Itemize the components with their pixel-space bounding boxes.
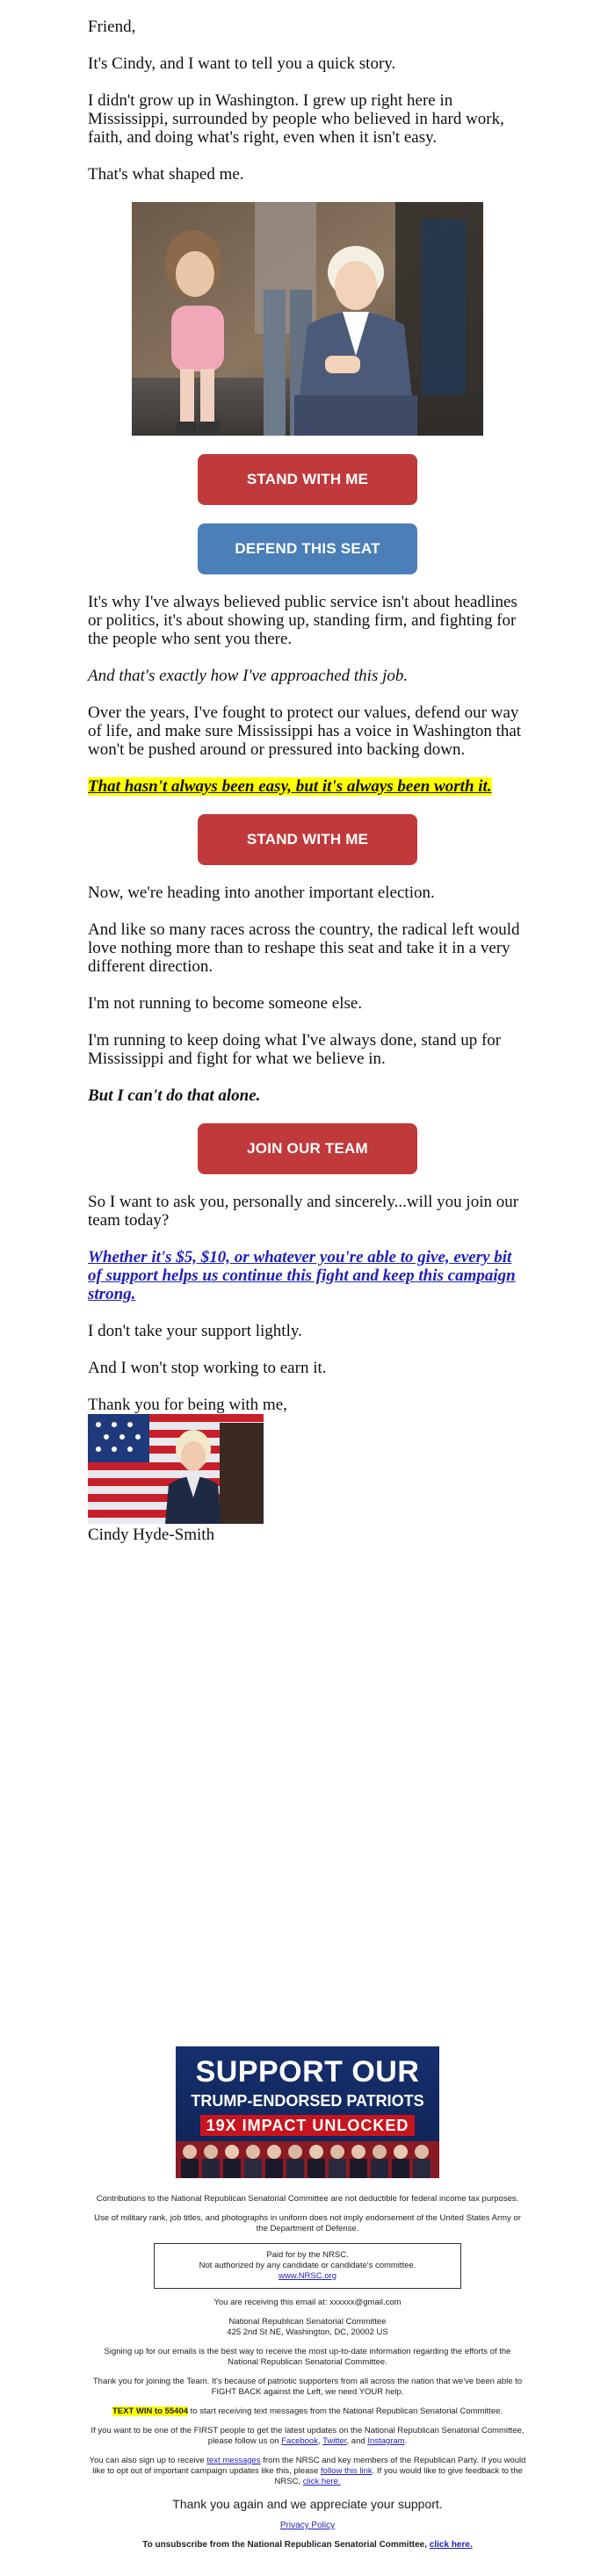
text-win-line: TEXT WIN to 55404 to start receiving text messages from the National Republican Senatorial Committee.	[112, 2406, 503, 2416]
facebook-link[interactable]: Facebook	[281, 2436, 318, 2446]
paragraph: And I won't stop working to earn it.	[88, 1359, 327, 1377]
paragraph: I didn't grow up in Washington. I grew up right here in Mississippi, surrounded by people who believed in hard work, faith, and doing what's right, even when it isn't easy.	[88, 91, 504, 147]
instagram-link[interactable]: Instagram	[367, 2436, 405, 2446]
contrib-disclaimer: Contributions to the National Republican Senatorial Committee are not deductible for federal income tax purposes.	[96, 2194, 519, 2204]
paid-for-box	[154, 2243, 461, 2289]
paragraph: And that's exactly how I've approached this job.	[88, 667, 409, 685]
paragraph: It's Cindy, and I want to tell you a quick story.	[88, 54, 396, 73]
follow-us-line: If you want to be one of the FIRST people to get the latest updates on the National Republican Senatorial Committee, please follow us on Facebook, Twitter, and Instagram.	[90, 2426, 525, 2446]
paragraph: But I can't do that alone.	[88, 1086, 261, 1105]
nrsc-site-link[interactable]: www.NRSC.org	[279, 2271, 336, 2281]
greeting: Friend,	[88, 18, 136, 36]
thanks-team-text: Thank you for joining the Team. It's because of patriotic supporters from all across the nation that we've been able to FIGHT BACK against the Left, we need YOUR help.	[92, 2377, 523, 2397]
paragraph: That's what shaped me.	[88, 165, 244, 184]
unsubscribe-link[interactable]: click here.	[429, 2540, 473, 2550]
org-address: 425 2nd St NE, Washington, DC, 20002 US	[227, 2327, 388, 2337]
highlighted-paragraph	[88, 777, 527, 796]
paragraph: And like so many races across the country, the radical left would love nothing more than to reshape this seat and take it in a very different direction.	[88, 920, 520, 976]
paragraph: So I want to ask you, personally and sincerely...will you join our team today?	[88, 1193, 519, 1230]
paragraph: I'm running to keep doing what I've always done, stand up for Mississippi and fight for what we believe in.	[88, 1031, 502, 1068]
org-name: National Republican Senatorial Committee	[228, 2317, 387, 2327]
banner-badge: 19X IMPACT UNLOCKED	[200, 2115, 415, 2136]
signature-name: Cindy Hyde-Smith	[88, 1526, 215, 1544]
signature-photo	[88, 1414, 264, 1524]
signup-text: Signing up for our emails is the best way to receive the most up-to-date information regarding the efforts of the National Republican Senatorial Committee.	[104, 2347, 511, 2367]
text-messages-link[interactable]: text messages	[206, 2456, 261, 2465]
donate-link-paragraph	[88, 1248, 527, 1303]
banner-subheadline: TRUMP-ENDORSED PATRIOTS	[191, 2092, 424, 2110]
banner-headline: SUPPORT OUR	[195, 2055, 420, 2089]
join-our-team-button[interactable]: JOIN OUR TEAM	[198, 1123, 417, 1174]
sms-line: You can also sign up to receive text messages from the NRSC and key members of the Republican Party. If you would like to opt out of important campaign updates like this, please follow this link. If you would like to give feedback to the NRSC, click here.	[89, 2456, 526, 2486]
receiving-email: You are receiving this email at: xxxxxx@gmail.com	[213, 2298, 402, 2307]
paid-by: Paid for by the NRSC.	[266, 2250, 349, 2260]
twitter-link[interactable]: Twitter	[322, 2436, 347, 2446]
opt-out-link[interactable]: follow this link	[321, 2466, 373, 2476]
paragraph: Now, we're heading into another important election.	[88, 884, 435, 902]
paragraph: It's why I've always believed public service isn't about headlines or politics, it's about showing up, standing firm, and fighting for the people who sent you there.	[88, 593, 517, 648]
footer	[88, 2194, 527, 2559]
military-disclaimer: Use of military rank, job titles, and photographs in uniform does not imply endorsement of the United States Army or the Department of Defense.	[94, 2213, 521, 2233]
stand-with-me-button-2[interactable]: STAND WITH ME	[198, 814, 417, 865]
paragraph: I don't take your support lightly.	[88, 1322, 302, 1340]
paragraph: Thank you for being with me,	[88, 1396, 287, 1414]
feedback-link[interactable]: click here.	[302, 2477, 341, 2486]
highlighted-text: That hasn't always been easy, but it's always been worth it.	[88, 777, 492, 796]
paragraph: I'm not running to become someone else.	[88, 994, 363, 1013]
not-authorized: Not authorized by any candidate or candidate's committee.	[199, 2261, 416, 2270]
cindy-with-child-photo	[132, 202, 483, 436]
paragraph: Over the years, I've fought to protect our values, defend our way of life, and make sure Mississippi has a voice in Washington that won't be pushed around or pressured into backing down.	[88, 704, 522, 759]
text-win-highlight: TEXT WIN to 55404	[112, 2406, 189, 2416]
privacy-policy-link[interactable]: Privacy Policy	[279, 2521, 336, 2530]
support-patriots-banner[interactable]	[176, 2046, 439, 2178]
thanks-again: Thank you again and we appreciate your support.	[172, 2497, 443, 2511]
stand-with-me-button[interactable]: STAND WITH ME	[198, 454, 417, 505]
defend-this-seat-button[interactable]: DEFEND THIS SEAT	[198, 523, 417, 574]
letter-body	[88, 18, 527, 1562]
donate-link[interactable]: Whether it's $5, $10, or whatever you're able to give, every bit of support helps us continue this fight and keep this campaign strong.	[88, 1248, 516, 1303]
unsubscribe-line: To unsubscribe from the National Republican Senatorial Committee, click here.	[142, 2540, 473, 2550]
